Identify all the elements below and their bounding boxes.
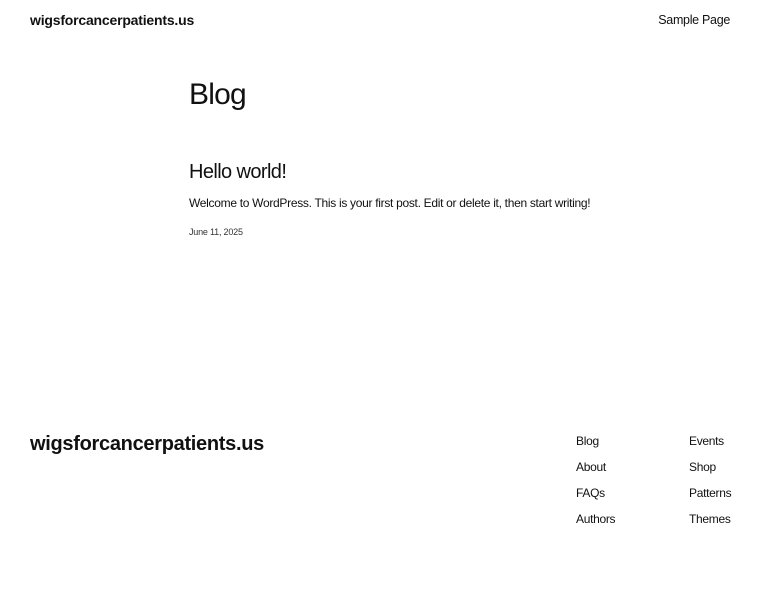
nav-link-sample-page[interactable]: Sample Page — [658, 13, 730, 27]
footer-site-title-link[interactable]: wigsforcancerpatients.us — [30, 433, 264, 455]
footer-link-patterns[interactable]: Patterns — [689, 486, 732, 500]
footer-nav-column-2 — [689, 434, 731, 538]
site-title-link[interactable]: wigsforcancerpatients.us — [30, 12, 195, 28]
footer-link-events[interactable]: Events — [689, 434, 724, 448]
page-title: Blog — [189, 78, 246, 111]
footer-nav-column-1 — [576, 434, 615, 538]
header-nav — [658, 13, 730, 27]
footer-link-authors[interactable]: Authors — [576, 512, 616, 526]
post-title-link[interactable]: Hello world! — [189, 161, 287, 183]
main-content — [189, 80, 609, 237]
footer-link-faqs[interactable]: FAQs — [576, 486, 605, 500]
footer-link-themes[interactable]: Themes — [689, 512, 731, 526]
post-item — [189, 162, 609, 237]
footer-link-shop[interactable]: Shop — [689, 460, 716, 474]
footer-link-about[interactable]: About — [576, 460, 606, 474]
footer-link-blog[interactable]: Blog — [576, 434, 599, 448]
post-date[interactable]: June 11, 2025 — [189, 227, 243, 238]
post-excerpt: Welcome to WordPress. This is your first post. Edit or delete it, then start writing! — [189, 196, 591, 210]
